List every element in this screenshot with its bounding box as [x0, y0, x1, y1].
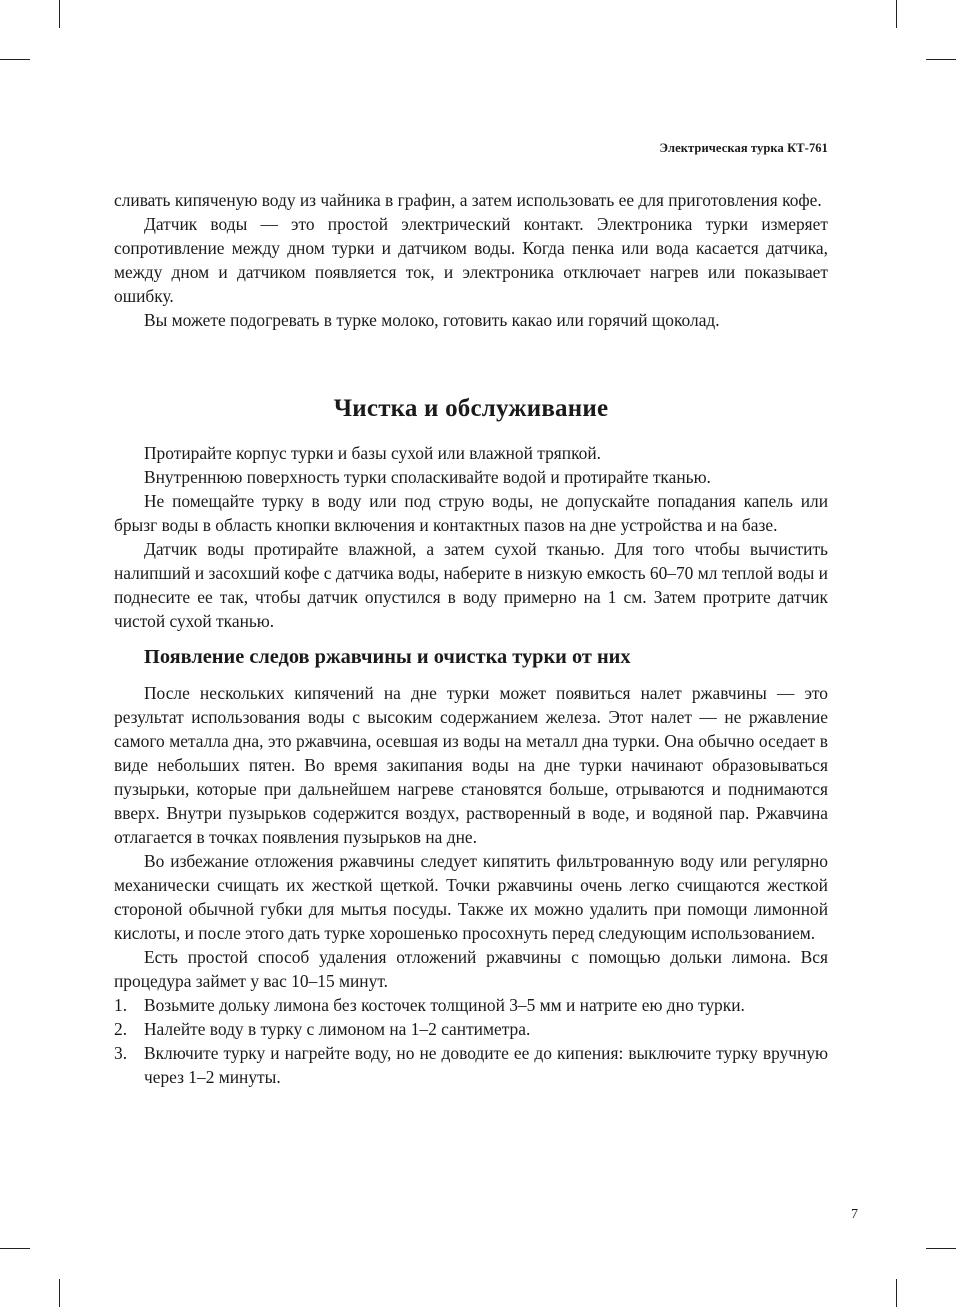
step-number: 1. — [114, 995, 128, 1015]
intro-paragraph: Вы можете подогревать в турке молоко, готовить какао или горячий щоколад. — [144, 310, 720, 330]
section-paragraph: Не помещайте турку в воду или под струю воды, не допускайте попадания капель или брызг воды в область кнопки включения и контактных пазов на дне устройства и на базе. — [114, 491, 828, 535]
steps-list — [114, 993, 828, 1089]
step-item — [114, 1041, 828, 1089]
page-body — [114, 188, 828, 1089]
subsection-paragraph: После нескольких кипячений на дне турки может появиться налет ржавчины — это результат использования воды с высоким содержанием железа. Этот налет — не ржавление самого металла дна, это ржавчина, осевшая из воды на металл дна турки. Она обычно оседает в виде небольших пятен. Во время закипания воды на дне турки начинают образовываться пузырьки, которые при дальнейшем нагреве становятся больше, отрываются и поднимаются вверх. Внутри пузырьков содержится воздух, растворенный в воде, и водяной пар. Ржавчина отлагается в точках появления пузырьков на дне. — [114, 683, 828, 847]
step-text: Возьмите дольку лимона без косточек толщиной 3–5 мм и натрите ею дно турки. — [144, 995, 745, 1015]
section-title: Чистка и обслуживание — [333, 395, 609, 422]
subsection-paragraph: Есть простой способ удаления отложений ржавчины с помощью дольки лимона. Вся процедура займет у вас 10–15 минут. — [114, 947, 828, 991]
crop-mark-top-right — [896, 0, 897, 28]
intro-paragraph-continuation: сливать кипяченую воду из чайника в графин, а затем использовать ее для приготовления кофе. — [114, 190, 822, 210]
step-number: 2. — [114, 1019, 128, 1039]
subsection-paragraph: Во избежание отложения ржавчины следует кипятить фильтрованную воду или регулярно механически счищать их жесткой щеткой. Точки ржавчины очень легко счищаются жесткой стороной обычной губки для мытья посуды. Также их можно удалить при помощи лимонной кислоты, и после этого дать турке хорошенько просохнуть перед следующим использованием. — [114, 851, 828, 943]
crop-mark-top-left-h — [0, 59, 30, 60]
step-item — [114, 993, 828, 1017]
crop-mark-top-left — [59, 0, 60, 28]
page-number: 7 — [851, 1207, 858, 1222]
crop-mark-top-right-h — [926, 59, 956, 60]
step-text: Включите турку и нагрейте воду, но не доводите ее до кипения: выключите турку вручную через 1–2 минуты. — [144, 1043, 828, 1087]
crop-mark-bottom-left-h — [0, 1248, 30, 1249]
crop-mark-bottom-right-h — [926, 1248, 956, 1249]
section-paragraph: Датчик воды протирайте влажной, а затем сухой тканью. Для того чтобы вычистить налипший и засохший кофе с датчика воды, наберите в низкую емкость 60–70 мл теплой воды и поднесите ее так, чтобы датчик опустился в воду примерно на 1 см. Затем протрите датчик чистой сухой тканью. — [114, 539, 828, 631]
running-head: Электрическая турка КТ-761 — [659, 141, 828, 155]
section-paragraph: Протирайте корпус турки и базы сухой или влажной тряпкой. — [144, 443, 602, 463]
subsection-title: Появление следов ржавчины и очистка турки от них — [144, 646, 631, 668]
step-number: 3. — [114, 1043, 128, 1063]
intro-paragraph: Датчик воды — это простой электрический контакт. Электроника турки измеряет сопротивление между дном турки и датчиком воды. Когда пенка или вода касается датчика, между дном и датчиком появляется ток, и электроника отключает нагрев или показывает ошибку. — [114, 214, 828, 306]
crop-mark-bottom-right — [896, 1279, 897, 1307]
step-text: Налейте воду в турку с лимоном на 1–2 сантиметра. — [144, 1019, 531, 1039]
section-paragraph: Внутреннюю поверхность турки споласкивайте водой и протирайте тканью. — [144, 467, 711, 487]
step-item — [114, 1017, 828, 1041]
crop-mark-bottom-left — [59, 1279, 60, 1307]
